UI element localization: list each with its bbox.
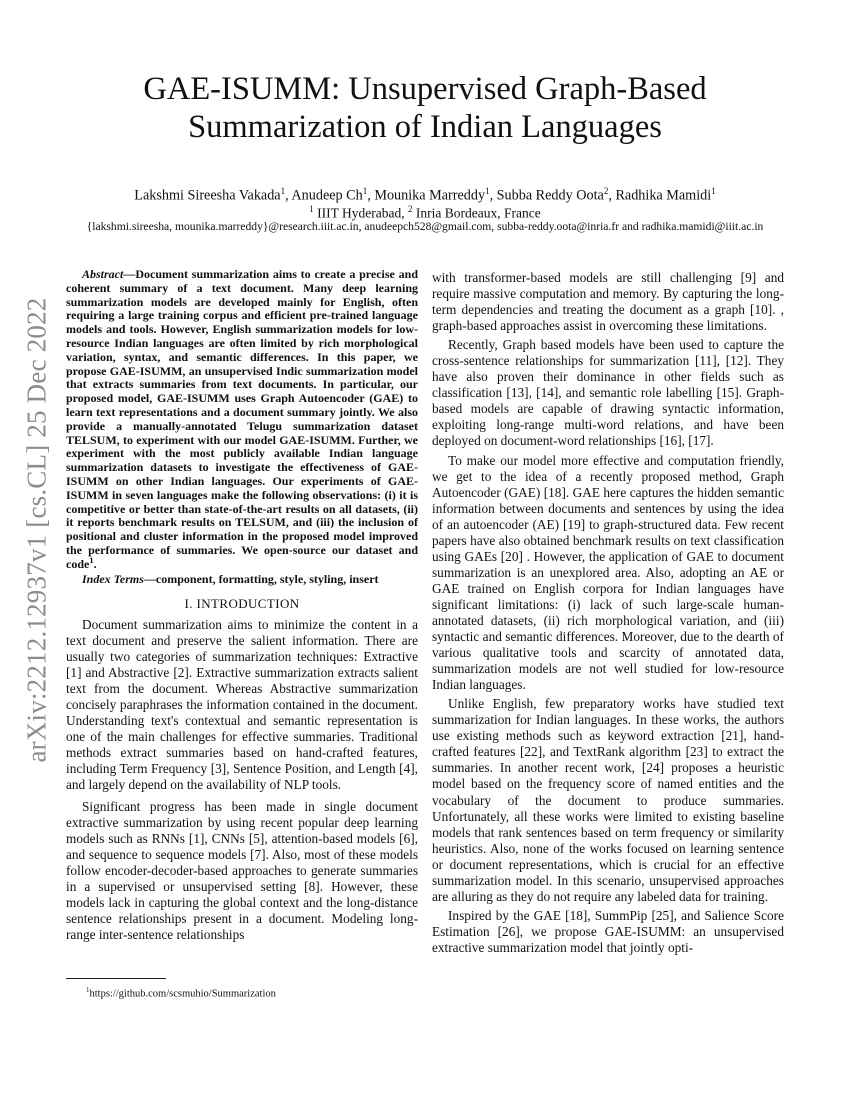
paragraph: Document summarization aims to minimize the content in a text document and preserve the salient information. There are usually two categories of summarization techniques: Extractive [1] and Abstractive [2]. Extractive summarization extracts salient text from the document. Whereas Abstractive summarization concisely paraphrases the information contained in the document. Understanding text's contextual and semantic representation is one of the main challenges for effective summaries. Traditional methods extract summaries based on hand-crafted features, including Term Frequency [3], Sentence Position, and Length [4], and largely depend on the availability of NLP tools. (66, 616, 418, 793)
section-title: INTRODUCTION (196, 595, 300, 611)
index-terms-text: —component, formatting, style, styling, insert (143, 571, 379, 586)
abstract (66, 268, 418, 572)
footnote-divider (66, 978, 166, 979)
arxiv-identifier-stamp (12, 290, 62, 770)
right-column (432, 270, 784, 956)
left-column (66, 268, 418, 944)
abstract-end: . (93, 556, 97, 571)
author-name: Mounika Marreddy (374, 187, 486, 204)
author-name: Anudeep Ch (291, 187, 363, 204)
affiliation-mark: 1 (485, 186, 490, 196)
author-name: Lakshmi Sireesha Vakada (134, 187, 281, 204)
author-name: Subba Reddy Oota (496, 187, 604, 204)
affiliation-mark: 1 (711, 186, 716, 196)
paragraph: Unlike English, few preparatory works have studied text summarization for Indian languages. In these works, the authors use existing methods such as keyword extraction [21], hand-crafted features [22], and TextRank algorithm [23] to extract the summaries. In another recent work, [24] proposes a heuristic model based on the frequency score of named entities and the vocabulary of the document to produce summaries. Unfortunately, all these works were limited to existing baseline models that rank sentences based on term frequency or similarity heuristics. Also, none of the works focused on learning sentence or document representations, which is crucial for an effective summarization model. In this scenario, unsupervised approaches are alluring as they do not require any labeled data for training. (432, 696, 784, 904)
index-terms (66, 572, 418, 586)
paragraph: Significant progress has been made in single document extractive summarization by using recent popular deep learning models such as RNNs [1], CNNs [5], attention-based models [6], and sequence to sequence models [7]. Also, most of these models follow encoder-decoder-based approaches to generate summaries in a supervised or unsupervised setting [8]. However, these models lack in capturing the global context and the long-distance sentence relationships present in a document. Modeling long-range inter-sentence relationships (66, 799, 418, 943)
footnote-mark: 1 (89, 554, 94, 565)
author-list: Lakshmi Sireesha Vakada$^1$, Anudeep Ch$^1$, Mounika Marreddy$^1$, Subba Reddy Oota$^2$, Radhika Mamidi$^1$ (134, 186, 716, 204)
arxiv-identifier: arXiv:2212.12937v1 [cs.CL] 25 Dec 2022 (21, 297, 52, 763)
section-number: I. (184, 595, 193, 611)
footnote-link[interactable]: https://github.com/scsmuhio/Summarization (89, 988, 276, 1000)
paragraph: Inspired by the GAE [18], SummPip [25], and Salience Score Estimation [26], we propose GAE-ISUMM: an unsupervised extractive summarization model that jointly opti- (432, 907, 784, 955)
abstract-text: —Document summarization aims to create a precise and coherent summary of a text document. Many deep learning summarization models are developed mainly for English, often requiring a large training corpus and efficient pre-trained language models and tools. However, English summarization models for low-resource Indian languages are often limited by rich morphological variation, syntax, and semantic differences. In this paper, we propose GAE-ISUMM, an unsupervised Indic summarization model that extracts summaries from text documents. In particular, our proposed model, GAE-ISUMM uses Graph Autoencoder (GAE) to learn text representations and a document summary jointly. We also provide a manually-annotated Telugu summarization dataset TELSUM, to experiment with our model GAE-ISUMM. Further, we experiment with the most publicly available Indian language summarization datasets to investigate the effectiveness of GAE-ISUMM on other Indian languages. Our experiments of GAE-ISUMM in seven languages make the following observations: (i) it is competitive or better than state-of-the-art results on all datasets, (ii) it reports benchmark results on TELSUM, and (iii) the inclusion of positional and cluster information in the proposed model improved the performance of summaries. We open-source our dataset and code (66, 267, 418, 571)
footnote-mark: 1 (86, 986, 90, 994)
index-terms-label: Index Terms (82, 571, 144, 586)
affiliation-mark: 1 (362, 186, 368, 196)
paragraph: with transformer-based models are still challenging [9] and require massive computation and memory. By capturing the long-term dependencies and treating the document as a graph [10]. , graph-based approaches assist in overcoming these limitations. (432, 270, 784, 334)
paper-title (80, 70, 770, 146)
footnote (86, 984, 276, 1001)
affiliation-2: Inria Bordeaux, France (415, 205, 541, 221)
title-line-1: GAE-ISUMM: Unsupervised Graph-Based (143, 71, 707, 107)
affiliation-mark: 2 (408, 204, 413, 214)
affiliation-mark: 2 (603, 186, 609, 196)
affiliation-mark: 1 (280, 186, 286, 196)
author-emails: {lakshmi.sireesha, mounika.marreddy}@research.iiit.ac.in, anudeepch528@gmail.com, subba-reddy.oota@inria.fr and radhika.mamidi@iiit.ac.in (86, 220, 764, 233)
section-heading (66, 596, 418, 612)
abstract-label: Abstract (82, 267, 124, 281)
affiliation-1: IIIT Hyderabad, (317, 205, 405, 221)
affiliation-mark: 1 (309, 204, 314, 214)
paragraph: To make our model more effective and computation friendly, we get to the idea of a recently proposed method, Graph Autoencoder (GAE) [18]. GAE here captures the hidden semantic information between documents and sentences by using the idea of an autoencoder (AE) [19] to graph-structured data. Few recent papers have also obtained benchmark results on text classification using GAEs [20] . However, the application of GAE to document summarization is an unexplored area. Also, adopting an AE or GAE trained on English corpora for Indian languages have significant limitations: (i) lack of such large-scale human-annotated datasets, (ii) rich morphological variation, and (iii) syntactic and semantic differences. Moreover, due to the dearth of various qualitative tools and scarcity of annotated data, summarization models are not well studied for low-resource Indian languages. (432, 452, 784, 693)
paragraph: Recently, Graph based models have been used to capture the cross-sentence relationships for summarization [11], [12]. They have also proven their dominance in other fields such as classification [13], [14], and semantic role labelling [15]. Graph-based models are capable of drawing syntactic information, exploiting long-range multi-word relations, and have been deployed on document-word relationships [16], [17]. (432, 337, 784, 449)
author-name: Radhika Mamidi (615, 187, 712, 204)
title-line-2: Summarization of Indian Languages (188, 109, 662, 145)
